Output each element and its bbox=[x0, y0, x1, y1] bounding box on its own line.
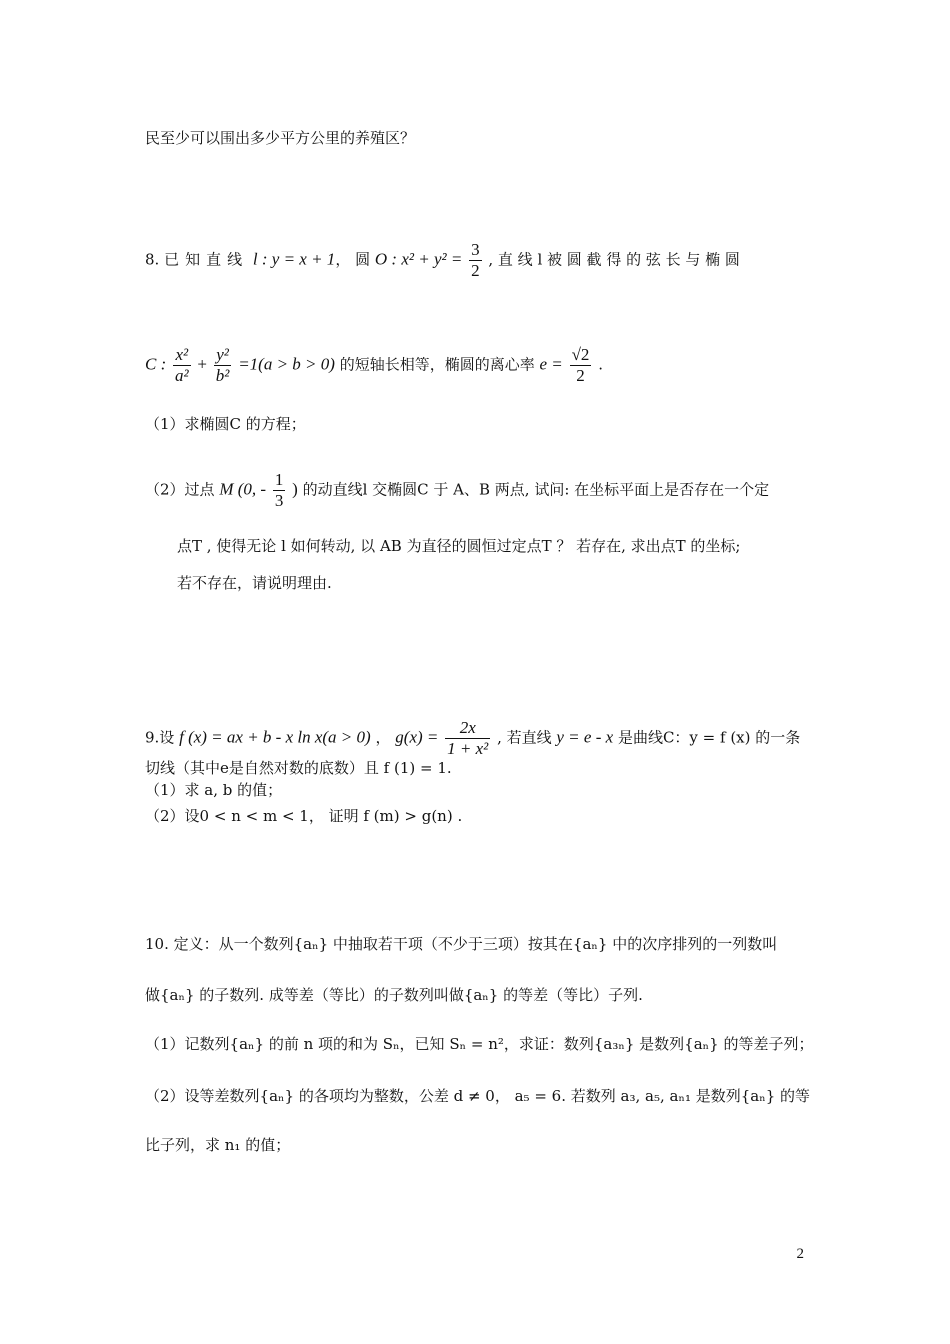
q8-part2-line1 bbox=[145, 470, 769, 511]
q8-eccentricity-left: e = bbox=[539, 354, 563, 374]
q9-line1 bbox=[145, 718, 800, 759]
continuation-text: 民至少可以围出多少平方公里的养殖区？ bbox=[145, 129, 416, 147]
q9-lead: 9.设 bbox=[145, 728, 175, 747]
q8-ellipse-frac-x: $\frac{\text{x²}}{\text{a²}}$ bbox=[175, 345, 189, 385]
q8-part2-text: 的动直线l 交椭圆C 于 A、B 两点, 试问: 在坐标平面上是否存在一个定 bbox=[302, 480, 770, 499]
q8-circle-equation: O : x² + y² = bbox=[374, 249, 463, 269]
q8-circle-fraction: $\frac{3}{2}$ bbox=[471, 240, 480, 280]
q8-ellipse-plus: + bbox=[197, 354, 208, 374]
q8-ellipse-frac-y: $\frac{\text{y²}}{\text{b²}}$ bbox=[215, 345, 230, 385]
q9-g-fraction: $\frac{2x}{\text{1 + x²}}$ bbox=[447, 718, 489, 758]
q8-part1: （1）求椭圆C 的方程； bbox=[145, 415, 306, 433]
q8-part2-line3: 若不存在，请说明理由. bbox=[177, 574, 332, 592]
q8-number: 8. bbox=[145, 250, 160, 269]
q10-part2-line2: 比子列，求 n₁ 的值； bbox=[145, 1136, 291, 1154]
q8-point-m-fraction: $\frac{1}{3}$ bbox=[274, 470, 284, 510]
q9-g-left: g(x) = bbox=[395, 727, 439, 747]
q10-line2: 做{aₙ} 的子数列. 成等差（等比）的子数列叫做{aₙ} 的等差（等比）子列. bbox=[145, 986, 643, 1004]
q9-part2: （2）设0 < n < m < 1， 证明 f (m) > g(n) . bbox=[145, 807, 463, 825]
q10-line1: 10. 定义：从一个数列{aₙ} 中抽取若干项（不少于三项）按其在{aₙ} 中的次序排列的一列数叫 bbox=[145, 935, 778, 953]
q8-point-m-right: ) bbox=[292, 479, 298, 499]
q9-part1: （1）求 a, b 的值； bbox=[145, 781, 283, 799]
q8-ellipse-prefix: C : bbox=[145, 354, 167, 374]
q10-part1: （1）记数列{aₙ} 的前 n 项的和为 Sₙ，已知 Sₙ = n²，求证：数列{a₃ₙ} 是数列{aₙ} 的等差子列； bbox=[145, 1035, 814, 1053]
q8-lead: 已知直线 bbox=[164, 250, 249, 269]
q9-tail-text: 是曲线C：y = f (x) 的一条 bbox=[617, 728, 801, 747]
q8-line2 bbox=[145, 345, 603, 386]
q9-f-definition: f (x) = ax + b - x ln x(a > 0) bbox=[179, 727, 371, 747]
q8-part2-line2: 点T , 使得无论 l 如何转动, 以 AB 为直径的圆恒过定点T ？ 若存在, 求出点T 的坐标; bbox=[177, 537, 741, 555]
q8-line1-tail: , 直 线 l 被 圆 截 得 的 弦 长 与 椭 圆 bbox=[488, 250, 740, 269]
q8-ellipse-condition: =1(a > b > 0) bbox=[238, 354, 335, 374]
q9-line2: 切线（其中e是自然对数的底数）且 f (1) = 1. bbox=[145, 759, 452, 777]
q8-period: . bbox=[598, 355, 603, 374]
q8-circle-word: 圆 bbox=[355, 250, 371, 269]
q8-eccentricity-fraction: $\frac{√2}{2}$ bbox=[571, 345, 590, 385]
q10-part2-line1: （2）设等差数列{aₙ} 的各项均为整数，公差 d ≠ 0， a₅ = 6. 若数列 a₃, a₅, aₙ₁ 是数列{aₙ} 的等 bbox=[145, 1087, 811, 1105]
q9-mid-text: , 若直线 bbox=[497, 728, 552, 747]
q8-ellipse-text: 的短轴长相等，椭圆的离心率 bbox=[339, 355, 535, 374]
page-number: 2 bbox=[796, 1246, 804, 1262]
q8-line-equation: l : y = x + 1 bbox=[252, 249, 336, 269]
q8-part2-lead: （2）过点 bbox=[145, 480, 215, 499]
q8-point-m-left: M (0, - bbox=[219, 479, 267, 499]
q9-tangent-line: y = e - x bbox=[556, 727, 614, 747]
q8-line1: 8. 已知直线 l : y = x + 1， 圆 O : x² + y² = $\frac{3}{2}$ , 直 线 l 被 圆 截 得 的 弦 长 与 椭 圆 bbox=[145, 240, 740, 280]
q9-comma: ， bbox=[375, 728, 391, 747]
